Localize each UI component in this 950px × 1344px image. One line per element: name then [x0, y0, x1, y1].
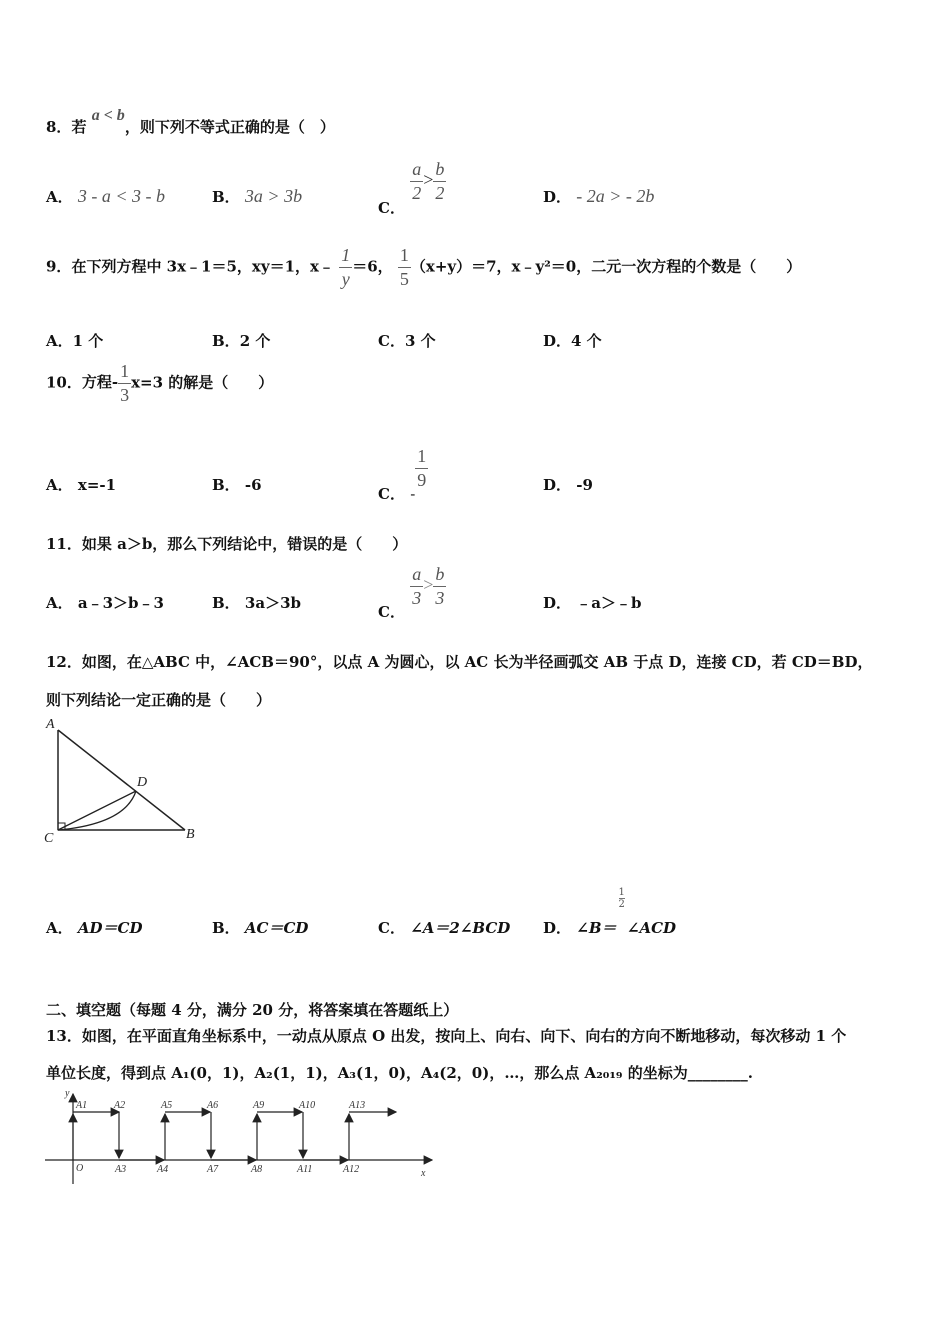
point-label: A3 [115, 1164, 127, 1175]
point-label: A6 [207, 1100, 219, 1111]
q12-option-d[interactable]: D． ∠B＝ $\frac{1}{2}$ ∠ACD [543, 887, 677, 937]
question-number: 8． [46, 118, 72, 136]
q12-stem-line2: 则下列结论一定正确的是（ ） [46, 691, 272, 709]
point-label: A8 [251, 1164, 263, 1175]
q10-option-a[interactable]: A． x=-1 [46, 476, 117, 494]
q13-stem-line1: 13．如图，在平面直角坐标系中，一动点从原点 O 出发，按向上、向右、向下、向右的方向不断地移动，每次移动 1 个 [46, 1027, 847, 1045]
q10-option-b[interactable]: B． -6 [212, 476, 262, 494]
label-a: A [46, 717, 55, 732]
q11-option-a[interactable]: A． a﹣3＞b﹣3 [46, 594, 164, 612]
q10-stem: 10．方程- $\frac{1}{3}$ x=3 的解是（ ） [46, 361, 274, 405]
point-label: A12 [343, 1164, 360, 1175]
fraction: $\frac{1}{3}$ [120, 361, 130, 405]
point-label: A10 [299, 1100, 316, 1111]
q11-option-c[interactable]: C． $\frac{a}{3}$ > $\frac{b}{3}$ [378, 564, 445, 622]
q8-stem: 8．若 a < b，则下列不等式正确的是（ ） [46, 107, 335, 136]
question-number: 11． [46, 535, 82, 553]
y-label: y [65, 1088, 70, 1099]
q12-option-a[interactable]: A． AD＝CD [46, 919, 143, 937]
q8-option-b[interactable]: B． 3a > 3b [212, 186, 303, 206]
q9-option-a[interactable]: A．1 个 [46, 332, 104, 350]
label-c: C [44, 831, 54, 846]
point-label: A7 [207, 1164, 219, 1175]
math-condition: a < b [91, 107, 125, 124]
question-number: 9． [46, 257, 72, 276]
section-title: 二、填空题（每题 4 分，满分 20 分，将答案填在答题纸上） [46, 1001, 459, 1019]
label-b: B [186, 827, 195, 842]
q9-stem: 9．在下列方程中 3x﹣1＝5，xy＝1，x﹣ $\frac{1}{y}$ ＝6， $\frac{1}{5}$ （x+y）＝7，x﹣y²＝0，二元一次方程的个数是（ ） [46, 245, 802, 289]
label-d: D [137, 775, 148, 790]
fraction: $\frac{1}{5}$ [399, 245, 409, 289]
q9-option-c[interactable]: C．3 个 [378, 332, 436, 350]
q10-option-d[interactable]: D． -9 [543, 476, 593, 494]
question-number: 10． [46, 373, 82, 392]
question-number: 13． [46, 1027, 82, 1045]
q8-option-c[interactable]: C． $\frac{a}{2}$ > $\frac{b}{2}$ [378, 159, 445, 218]
point-label: A9 [253, 1100, 265, 1111]
origin-label: O [76, 1163, 84, 1174]
q11-option-b[interactable]: B． 3a＞3b [212, 594, 302, 612]
point-label: A13 [349, 1100, 366, 1111]
q9-option-b[interactable]: B．2 个 [212, 332, 271, 350]
q12-stem-line1: 12．如图，在△ABC 中，∠ACB＝90°，以点 A 为圆心，以 AC 长为半径画弧交 AB 于点 D，连接 CD，若 CD＝BD， [46, 653, 873, 671]
q11-option-d[interactable]: D． ﹣a＞﹣b [543, 594, 642, 612]
point-label: A5 [161, 1100, 173, 1111]
q8-option-a[interactable]: A． 3 - a < 3 - b [46, 186, 166, 206]
fraction: $\frac{1}{y}$ [341, 245, 351, 289]
question-number: 12． [46, 653, 82, 671]
point-label: A2 [114, 1100, 126, 1111]
point-label: A11 [297, 1164, 313, 1175]
q13-stem-line2: 单位长度，得到点 A₁(0，1)，A₂(1，1)，A₃(1，0)，A₄(2，0)，…，那么点 A₂₀₁₉ 的坐标为________. [46, 1064, 753, 1082]
x-label: x [421, 1168, 426, 1179]
q9-option-d[interactable]: D．4 个 [543, 332, 602, 350]
point-label: A4 [157, 1164, 169, 1175]
q8-option-d[interactable]: D． - 2a > - 2b [543, 186, 655, 206]
q12-option-b[interactable]: B． AC＝CD [212, 919, 309, 937]
q12-option-c[interactable]: C． ∠A＝2∠BCD [378, 919, 511, 937]
q11-stem: 11．如果 a＞b，那么下列结论中，错误的是（ ） [46, 535, 408, 553]
q13-coordinate-figure [40, 1088, 440, 1188]
point-label: A1 [76, 1100, 88, 1111]
q12-triangle-figure [40, 712, 210, 852]
q10-option-c[interactable]: C． - $\frac{1}{9}$ [378, 446, 427, 504]
